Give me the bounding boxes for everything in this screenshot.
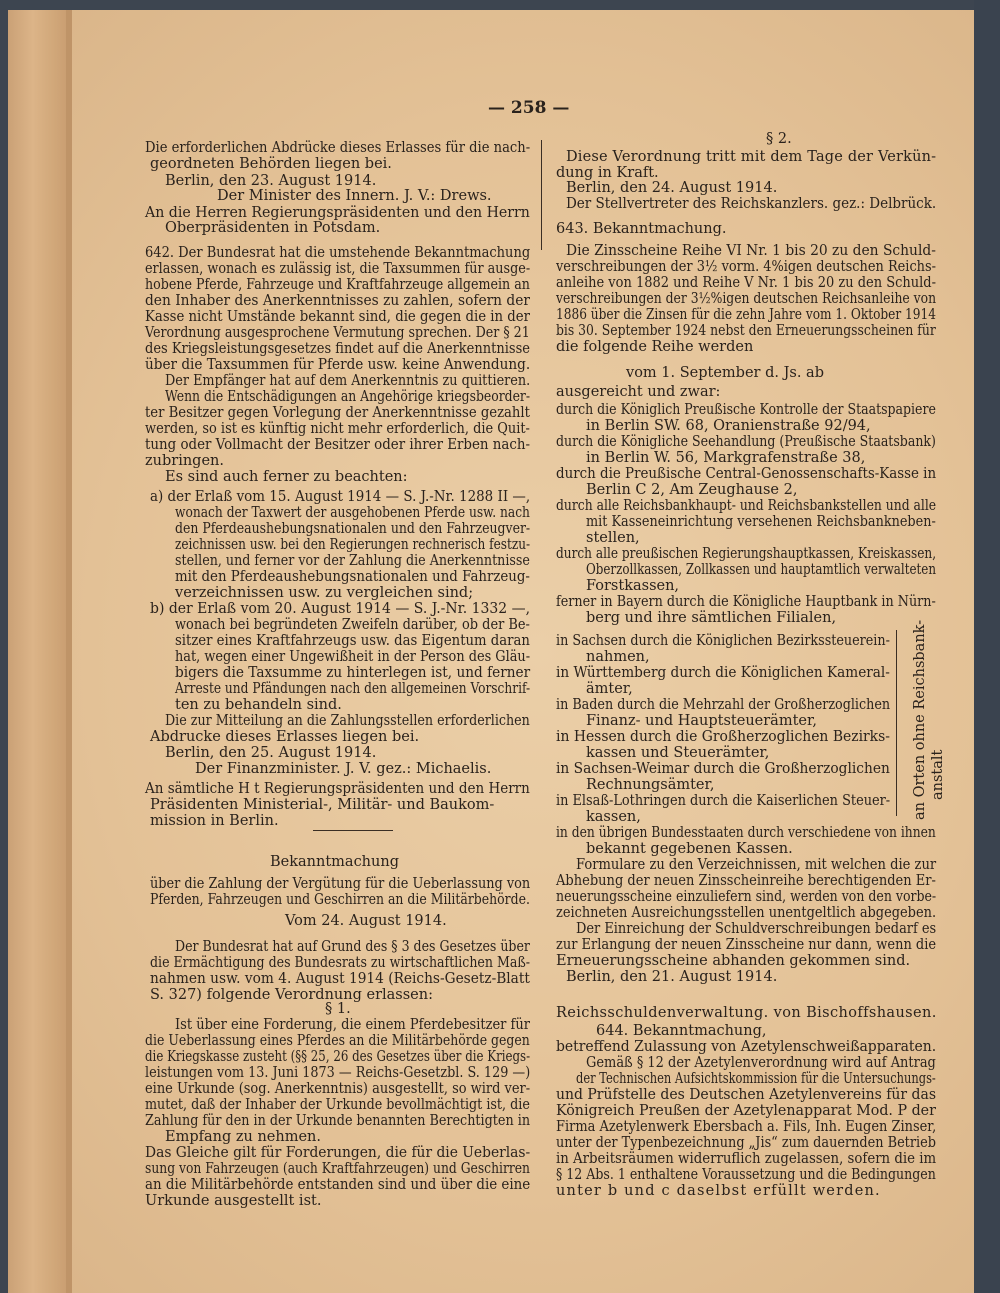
text-line: Urkunde ausgestellt ist.: [145, 1193, 322, 1209]
text-line: über die Taxsummen für Pferde usw. keine Anwendung.: [145, 357, 531, 373]
text-line: wonach bei begründeten Zweifeln darüber, ob der Be-: [175, 617, 530, 633]
text-line: mit Kasseneinrichtung versehenen Reichsbankneben-: [586, 514, 936, 530]
text-line: nahmen,: [586, 649, 650, 665]
text-line: b) der Erlaß vom 20. August 1914 — S. J.-Nr. 1332 —,: [150, 601, 531, 617]
text-line: ten zu behandeln sind.: [175, 697, 342, 713]
text-line: Berlin, den 25. August 1914.: [165, 745, 377, 761]
text-line: Verordnung ausgesprochene Vermutung sprechen. Der § 21: [145, 325, 530, 341]
text-line: Oberpräsidenten in Potsdam.: [165, 220, 381, 236]
text-line: eine Urkunde (sog. Anerkenntnis) ausgestellt, so wird ver-: [145, 1081, 531, 1097]
text-line: Forstkassen,: [586, 578, 680, 594]
text-line: mutet, daß der Inhaber der Urkunde bevollmächtigt ist, die: [145, 1097, 530, 1113]
text-line: in Württemberg durch die Königlichen Kameral-: [556, 665, 890, 681]
text-line: Berlin, den 24. August 1914.: [566, 180, 778, 196]
text-line: Das Gleiche gilt für Forderungen, die für die Ueberlas-: [145, 1145, 531, 1161]
text-line: 644. Bekanntmachung,: [596, 1023, 767, 1039]
text-line: 1886 über die Zinsen für die zehn Jahre vom 1. Oktober 1914: [556, 307, 936, 323]
column-divider: [541, 140, 542, 250]
text-line: Gemäß § 12 der Azetylenverordnung wird auf Antrag: [586, 1055, 936, 1071]
text-line: zubringen.: [145, 453, 224, 469]
page-number: — 258 —: [488, 98, 570, 118]
text-line: verzeichnissen usw. zu vergleichen sind;: [175, 585, 474, 601]
text-line: zeichneten Ausreichungsstellen unentgeltlich abgegeben.: [556, 905, 937, 921]
side-note: [910, 619, 946, 825]
text-line: betreffend Zulassung von Azetylenschweißapparaten.: [556, 1039, 937, 1055]
text-line: verschreibungen der 3½ vorm. 4%igen deutschen Reichs-: [556, 259, 936, 275]
section-separator: [313, 830, 393, 831]
text-line: Oberzollkassen, Zollkassen und hauptamtlich verwalteten: [586, 562, 936, 578]
text-line: Es sind auch ferner zu beachten:: [165, 469, 408, 485]
text-line: die Kriegskasse zusteht (§§ 25, 26 des Gesetzes über die Kriegs-: [145, 1049, 531, 1065]
text-line: Finanz- und Hauptsteuerämter,: [586, 713, 817, 729]
text-line: Bekanntmachung: [270, 854, 399, 870]
text-line: des Kriegsleistungsgesetzes findet auf die Anerkenntnisse: [145, 341, 530, 357]
text-line: neuerungsscheine einzuliefern sind, werden von den vorbe-: [556, 889, 937, 905]
text-line: geordneten Behörden liegen bei.: [150, 156, 392, 172]
text-line: ferner in Bayern durch die Königliche Hauptbank in Nürn-: [556, 594, 936, 610]
side-note-line: an Orten ohne Reichsbank-: [912, 619, 928, 820]
text-line: Berlin C 2, Am Zeughause 2,: [586, 482, 798, 498]
text-line: Diese Verordnung tritt mit dem Tage der Verkün-: [566, 149, 937, 165]
text-line: vom 1. September d. Js. ab: [626, 365, 824, 381]
text-line: in Berlin W. 56, Markgrafenstraße 38,: [586, 450, 866, 466]
text-line: die Ermächtigung des Bundesrats zu wirtschaftlichen Maß-: [150, 955, 530, 971]
text-line: Empfang zu nehmen.: [165, 1129, 321, 1145]
text-line: in Elsaß-Lothringen durch die Kaiserlichen Steuer-: [556, 793, 891, 809]
text-line: Vom 24. August 1914.: [285, 913, 447, 929]
text-line: Der Einreichung der Schuldverschreibungen bedarf es: [576, 921, 937, 937]
text-line: Abhebung der neuen Zinsscheinreihe berechtigenden Er-: [556, 873, 936, 889]
text-line: leistungen vom 13. Juni 1873 — Reichs-Gesetzbl. S. 129 —): [145, 1065, 531, 1081]
text-line: An sämtliche H t Regierungspräsidenten und den Herrn: [145, 781, 530, 797]
text-line: Berlin, den 23. August 1914.: [165, 173, 377, 189]
text-line: § 1.: [325, 1001, 351, 1017]
text-line: § 12 Abs. 1 enthaltene Voraussetzung und die Bedingungen: [556, 1167, 936, 1183]
book-spine-shadow: [66, 10, 72, 1293]
text-line: der Technischen Aufsichtskommission für die Untersuchungs-: [576, 1071, 936, 1087]
text-line: § 2.: [766, 131, 792, 147]
text-line: wonach der Taxwert der ausgehobenen Pferde usw. nach: [175, 505, 530, 521]
text-line: Die erforderlichen Abdrücke dieses Erlasses für die nach-: [145, 140, 531, 156]
text-line: verschreibungen der 3½%igen deutschen Reichsanleihe von: [556, 291, 937, 307]
text-line: anleihe von 1882 und Reihe V Nr. 1 bis 20 zu den Schuld-: [556, 275, 937, 291]
text-line: in den übrigen Bundesstaaten durch verschiedene von ihnen: [556, 825, 936, 841]
text-line: Der Bundesrat hat auf Grund des § 3 des Gesetzes über: [175, 939, 530, 955]
text-line: Kasse nicht Umstände bekannt sind, die gegen die in der: [145, 309, 530, 325]
text-line: durch alle Reichsbankhaupt- und Reichsbankstellen und alle: [556, 498, 937, 514]
text-line: Wenn die Entschädigungen an Angehörige kriegsbeorder-: [165, 389, 531, 405]
text-line: Präsidenten Ministerial-, Militär- und Baukom-: [150, 797, 495, 813]
text-line: Abdrucke dieses Erlasses liegen bei.: [150, 729, 420, 745]
text-line: in Berlin SW. 68, Oranienstraße 92/94,: [586, 418, 871, 434]
text-line: ämter,: [586, 681, 633, 697]
text-line: Der Finanzminister. J. V. gez.: Michaelis.: [195, 761, 492, 777]
text-line: Pferden, Fahrzeugen und Geschirren an die Militärbehörde.: [150, 892, 530, 908]
text-line: die Ueberlassung eines Pferdes an die Militärbehörde gegen: [145, 1033, 530, 1049]
text-line: bis 30. September 1924 nebst den Erneuerungsscheinen für: [556, 323, 936, 339]
side-note-line: anstalt: [930, 749, 946, 800]
text-line: a) der Erlaß vom 15. August 1914 — S. J.-Nr. 1288 II —,: [150, 489, 531, 505]
text-line: Rechnungsämter,: [586, 777, 715, 793]
text-line: bekannt gegebenen Kassen.: [586, 841, 793, 857]
text-line: dung in Kraft.: [556, 165, 659, 181]
text-line: Reichsschuldenverwaltung. von Bischoffshausen.: [556, 1005, 937, 1021]
text-line: in Baden durch die Mehrzahl der Großherzoglichen: [556, 697, 891, 713]
text-line: 643. Bekanntmachung.: [556, 221, 727, 237]
text-line: tung oder Vollmacht der Besitzer oder ihrer Erben nach-: [145, 437, 530, 453]
text-line: und Prüfstelle des Deutschen Azetylenvereins für das: [556, 1087, 936, 1103]
text-line: sitzer eines Kraftfahrzeugs usw. das Eigentum daran: [175, 633, 530, 649]
text-line: S. 327) folgende Verordnung erlassen:: [150, 987, 433, 1003]
text-line: durch die Königlich Preußische Kontrolle der Staatspapiere: [556, 402, 936, 418]
text-line: unter b und c daselbst erfüllt werden.: [556, 1183, 881, 1199]
text-line: in Arbeitsräumen widerruflich zugelassen, sofern die im: [556, 1151, 937, 1167]
text-line: den Pferdeaushebungsnationalen und den Fahrzeugver-: [175, 521, 531, 537]
text-line: in Sachsen durch die Königlichen Bezirkssteuerein-: [556, 633, 890, 649]
text-line: zur Erlangung der neuen Zinsscheine nur dann, wenn die: [556, 937, 937, 953]
text-line: unter der Typenbezeichnung „Jis“ zum dauernden Betrieb: [556, 1135, 936, 1151]
text-line: zeichnissen usw. bei den Regierungen rechnerisch festzu-: [175, 537, 531, 553]
text-line: die folgende Reihe werden: [556, 339, 754, 355]
text-line: Firma Azetylenwerk Ebersbach a. Fils, Inh. Eugen Zinser,: [556, 1119, 937, 1135]
text-line: den Inhaber des Anerkenntnisses zu zahlen, sofern der: [145, 293, 530, 309]
text-line: hobene Pferde, Fahrzeuge und Kraftfahrzeuge allgemein an: [145, 277, 530, 293]
text-line: kassen und Steuerämter,: [586, 745, 770, 761]
text-line: stellen, und ferner vor der Zahlung die Anerkenntnisse: [175, 553, 530, 569]
text-line: An die Herren Regierungspräsidenten und den Herrn: [145, 205, 530, 221]
text-line: Zahlung für den in der Urkunde benannten Berechtigten in: [145, 1113, 531, 1129]
text-line: Königreich Preußen der Azetylenapparat Mod. P der: [556, 1103, 936, 1119]
scan-background-edge: [974, 0, 1000, 1293]
text-line: werden, so ist es künftig nicht mehr erforderlich, die Quit-: [145, 421, 530, 437]
text-line: kassen,: [586, 809, 641, 825]
text-line: stellen,: [586, 530, 640, 546]
text-line: durch die Königliche Seehandlung (Preußische Staatsbank): [556, 434, 936, 450]
text-line: Arreste und Pfändungen nach den allgemeinen Vorschrif-: [175, 681, 531, 697]
book-spine-edge: [8, 10, 71, 1293]
text-line: Die Zinsscheine Reihe VI Nr. 1 bis 20 zu den Schuld-: [566, 243, 936, 259]
text-line: mit den Pferdeaushebungsnationalen und Fahrzeug-: [175, 569, 530, 585]
text-line: durch die Preußische Central-Genossenschafts-Kasse in: [556, 466, 937, 482]
text-line: nahmen usw. vom 4. August 1914 (Reichs-Gesetz-Blatt: [150, 971, 530, 987]
text-line: Berlin, den 21. August 1914.: [566, 969, 778, 985]
text-line: Erneuerungsscheine abhanden gekommen sind.: [556, 953, 911, 969]
text-line: bigers die Taxsumme zu hinterlegen ist, und ferner: [175, 665, 531, 681]
text-line: Die zur Mitteilung an die Zahlungsstellen erforderlichen: [165, 713, 530, 729]
text-line: 642. Der Bundesrat hat die umstehende Bekanntmachung: [145, 245, 531, 261]
text-line: an die Militärbehörde entstanden sind und über die eine: [145, 1177, 531, 1193]
text-line: Ist über eine Forderung, die einem Pferdebesitzer für: [175, 1017, 530, 1033]
text-line: mission in Berlin.: [150, 813, 279, 829]
text-line: über die Zahlung der Vergütung für die Ueberlassung von: [150, 876, 531, 892]
text-line: Formulare zu den Verzeichnissen, mit welchen die zur: [576, 857, 937, 873]
text-line: Der Empfänger hat auf dem Anerkenntnis zu quittieren.: [165, 373, 531, 389]
text-line: hat, wegen einer Ungewißheit in der Person des Gläu-: [175, 649, 531, 665]
text-line: Der Stellvertreter des Reichskanzlers. gez.: Delbrück.: [566, 196, 937, 212]
text-line: ter Besitzer gegen Vorlegung der Anerkenntnisse gezahlt: [145, 405, 530, 421]
text-line: erlassen, wonach es zulässig ist, die Taxsummen für ausge-: [145, 261, 531, 277]
text-line: sung von Fahrzeugen (auch Kraftfahrzeugen) und Geschirren: [145, 1161, 530, 1177]
side-bracket: [896, 630, 897, 816]
text-line: ausgereicht und zwar:: [556, 384, 721, 400]
text-line: in Hessen durch die Großherzoglichen Bezirks-: [556, 729, 890, 745]
text-line: in Sachsen-Weimar durch die Großherzoglichen: [556, 761, 890, 777]
text-line: berg und ihre sämtlichen Filialen,: [586, 610, 837, 626]
text-line: Der Minister des Innern. J. V.: Drews.: [217, 188, 492, 204]
text-line: durch alle preußischen Regierungshauptkassen, Kreiskassen,: [556, 546, 937, 562]
